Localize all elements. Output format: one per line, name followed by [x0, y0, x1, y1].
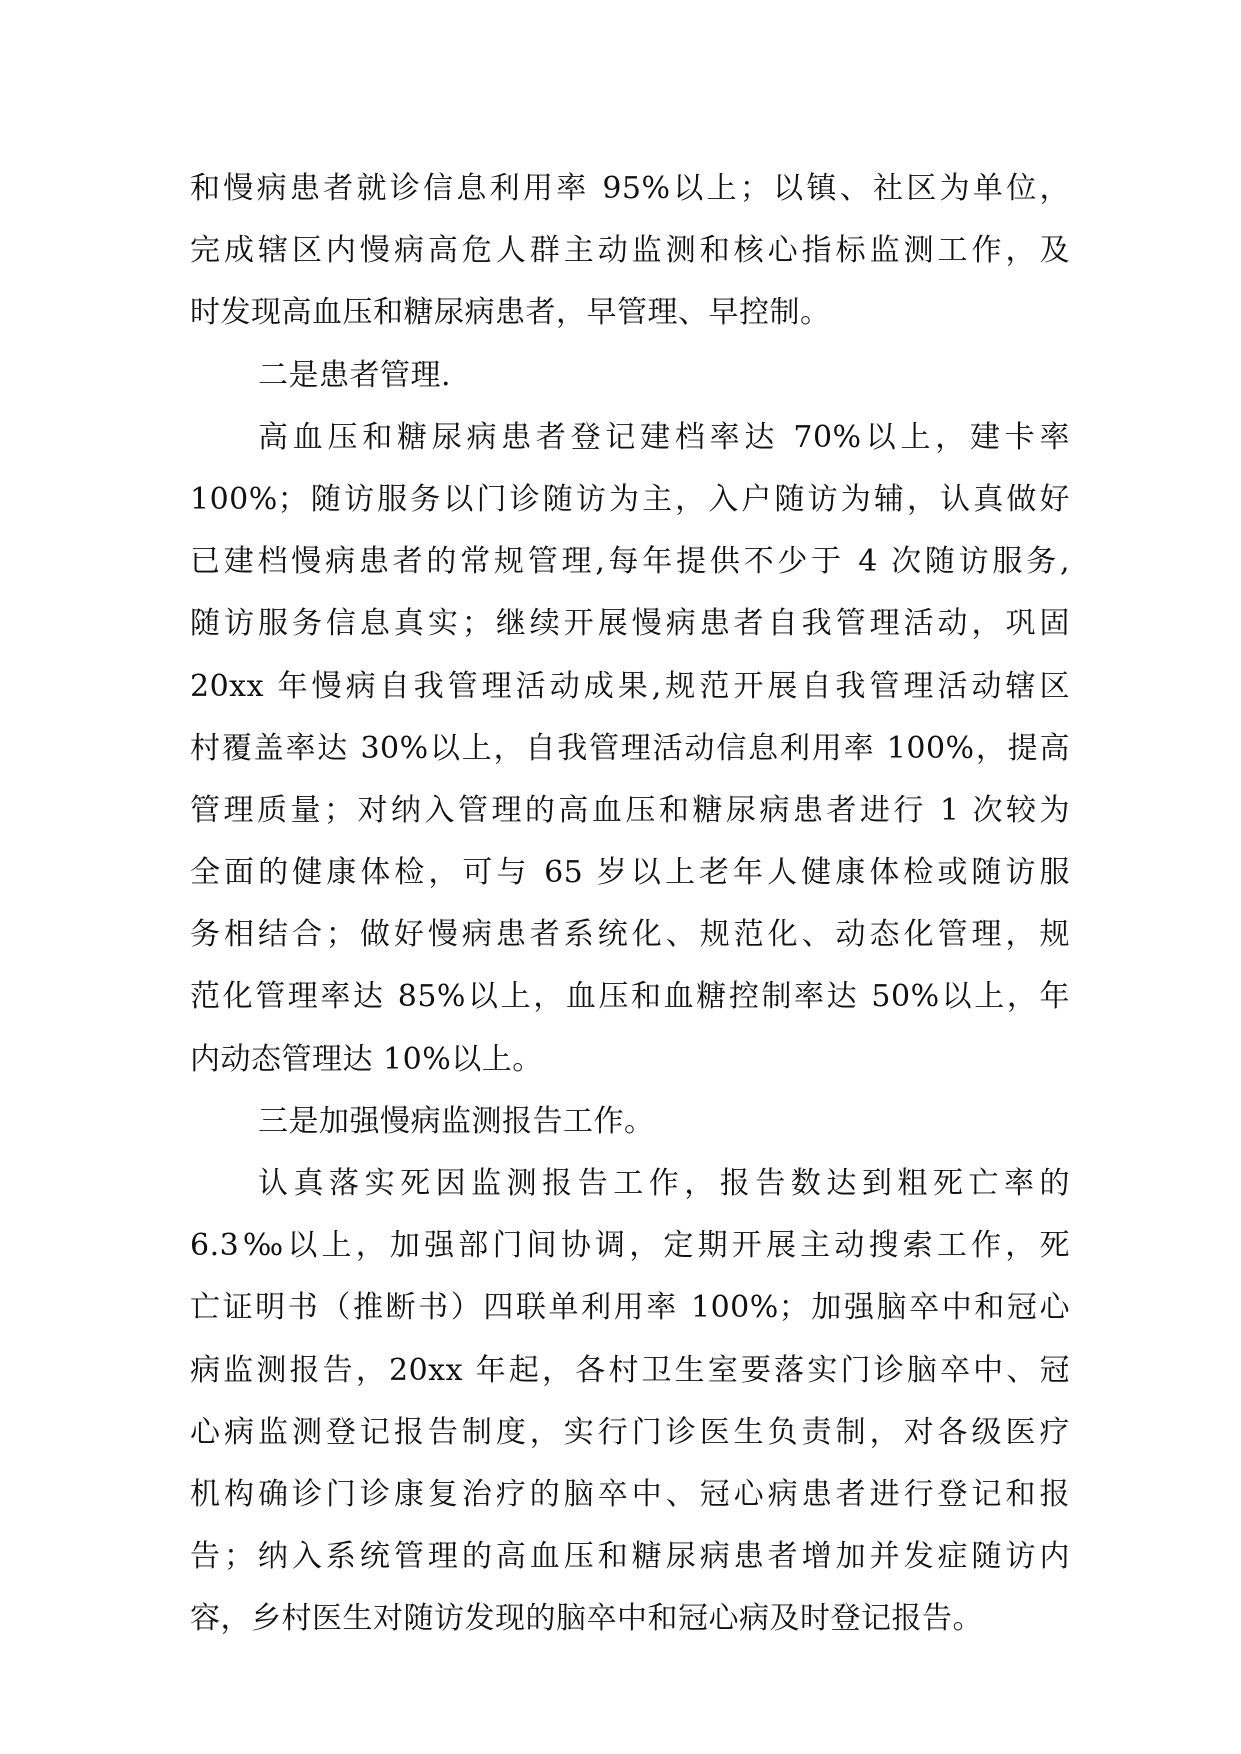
document-body [190, 158, 1070, 1651]
text-line: 村覆盖率达 30%以上，自我管理活动信息利用率 100%，提高 [190, 730, 1070, 766]
text-line: 高血压和糖尿病患者登记建档率达 70%以上，建卡率 [258, 419, 1070, 455]
text-line: 和慢病患者就诊信息利用率 95%以上；以镇、社区为单位， [190, 171, 1070, 206]
text-line: 范化管理率达 85%以上，血压和血糖控制率达 50%以上，年 [190, 979, 1070, 1015]
section-heading-monitoring-report: 三是加强慢病监测报告工作。 [258, 1103, 655, 1139]
text-line: 100%；随访服务以门诊随访为主，入户随访为辅，认真做好 [190, 481, 1070, 517]
text-line: 20xx 年慢病自我管理活动成果,规范开展自我管理活动辖区 [190, 668, 1070, 704]
text-line: 机构确诊门诊康复治疗的脑卒中、冠心病患者进行登记和报 [190, 1476, 1070, 1512]
text-line: 认真落实死因监测报告工作，报告数达到粗死亡率的 [258, 1166, 1070, 1201]
text-line: 务相结合；做好慢病患者系统化、规范化、动态化管理，规 [190, 917, 1070, 953]
text-line: 完成辖区内慢病高危人群主动监测和核心指标监测工作，及 [190, 233, 1070, 269]
text-line: 内动态管理达 10%以上。 [190, 1041, 543, 1077]
section-heading-patient-management: 二是患者管理. [258, 357, 452, 393]
text-line: 时发现高血压和糖尿病患者，早管理、早控制。 [190, 295, 831, 331]
text-line: 容，乡村医生对随访发现的脑卒中和冠心病及时登记报告。 [190, 1601, 983, 1637]
text-line: 6.3‰以上，加强部门间协调，定期开展主动搜索工作，死 [190, 1228, 1070, 1264]
text-line: 全面的健康体检，可与 65 岁以上老年人健康体检或随访服 [190, 855, 1070, 891]
text-line: 随访服务信息真实；继续开展慢病患者自我管理活动，巩固 [190, 606, 1070, 642]
text-line: 病监测报告，20xx 年起，各村卫生室要落实门诊脑卒中、冠 [190, 1352, 1070, 1388]
text-line: 心病监测登记报告制度，实行门诊医生负责制，对各级医疗 [190, 1414, 1070, 1450]
text-line: 管理质量；对纳入管理的高血压和糖尿病患者进行 1 次较为 [190, 792, 1070, 828]
text-line: 已建档慢病患者的常规管理,每年提供不少于 4 次随访服务, [190, 544, 1070, 580]
text-line: 亡证明书（推断书）四联单利用率 100%；加强脑卒中和冠心 [190, 1290, 1070, 1326]
text-line: 告；纳入系统管理的高血压和糖尿病患者增加并发症随访内 [190, 1539, 1070, 1575]
